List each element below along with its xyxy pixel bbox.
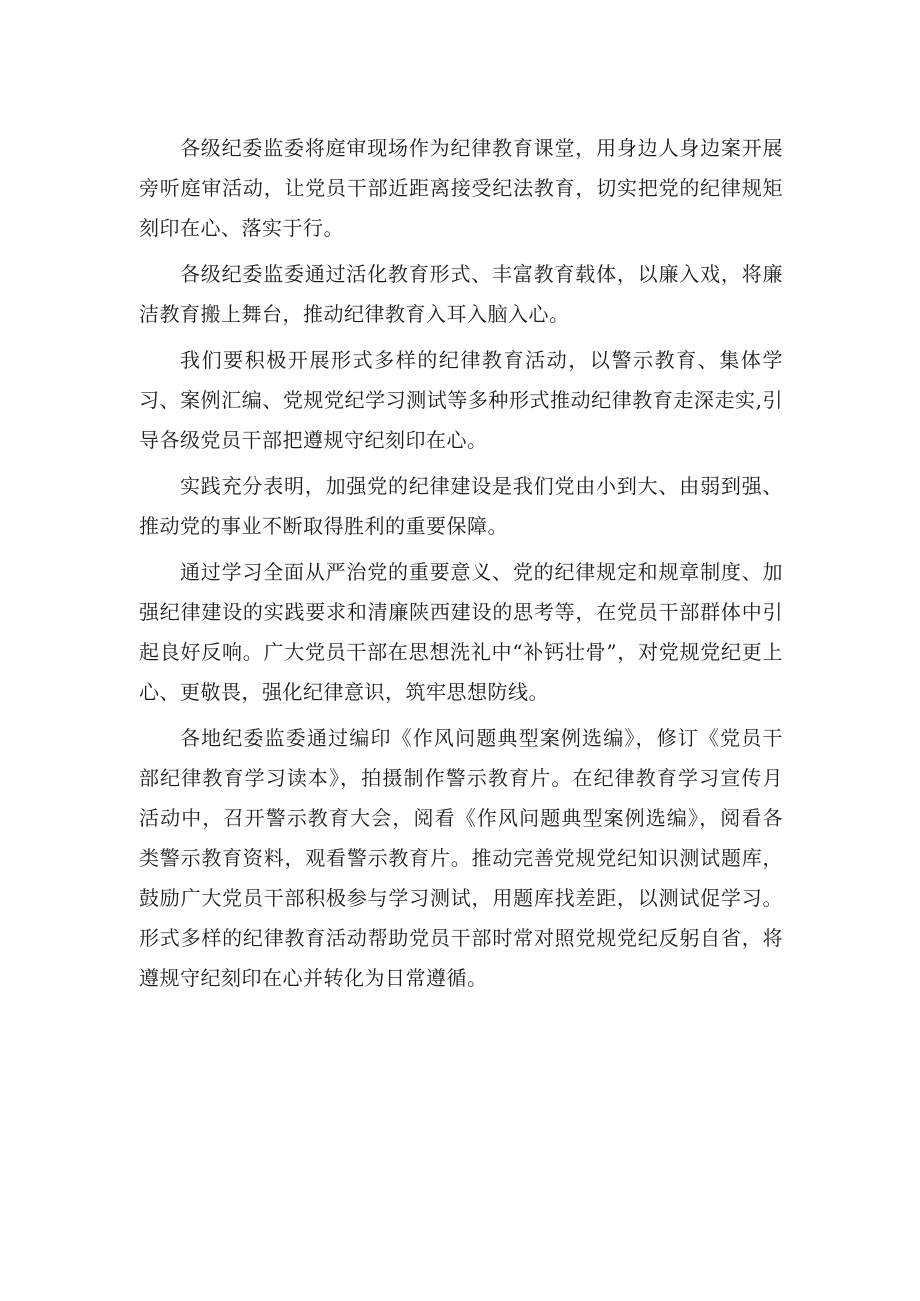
paragraph-6: 各地纪委监委通过编印《作风问题典型案例选编》，修订《党员干部纪律教育学习读本》，拍摄制作警示教育片。在纪律教育学习宣传月活动中，召开警示教育大会，阅看《作风问题典型案例选编》，阅看各类警示教育资料，观看警示教育片。推动完善党规党纪知识测试题库，鼓励广大党员干部积极参与学习测试，用题库找差距，以测试促学习。形式多样的纪律教育活动帮助党员干部时常对照党规党纪反躬自省，将遵规守纪刻印在心并转化为日常遵循。 [139, 726, 783, 990]
paragraph-1: 各级纪委监委将庭审现场作为纪律教育课堂，用身边人身边案开展旁听庭审活动，让党员干部近距离接受纪法教育，切实把党的纪律规矩刻印在心、落实于行。 [139, 136, 783, 240]
paragraph-3: 我们要积极开展形式多样的纪律教育活动，以警示教育、集体学习、案例汇编、党规党纪学习测试等多种形式推动纪律教育走深走实,引导各级党员干部把遵规守纪刻印在心。 [139, 348, 783, 452]
paragraph-4: 实践充分表明，加强党的纪律建设是我们党由小到大、由弱到强、推动党的事业不断取得胜利的重要保障。 [139, 474, 783, 538]
paragraph-2: 各级纪委监委通过活化教育形式、丰富教育载体，以廉入戏，将廉洁教育搬上舞台，推动纪律教育入耳入脑入心。 [139, 262, 783, 326]
document-body [139, 128, 783, 1004]
paragraph-5: 通过学习全面从严治党的重要意义、党的纪律规定和规章制度、加强纪律建设的实践要求和清廉陕西建设的思考等，在党员干部群体中引起良好反响。广大党员干部在思想洗礼中“补钙壮骨”，对党规党纪更上心、更敬畏，强化纪律意识，筑牢思想防线。 [139, 560, 783, 704]
